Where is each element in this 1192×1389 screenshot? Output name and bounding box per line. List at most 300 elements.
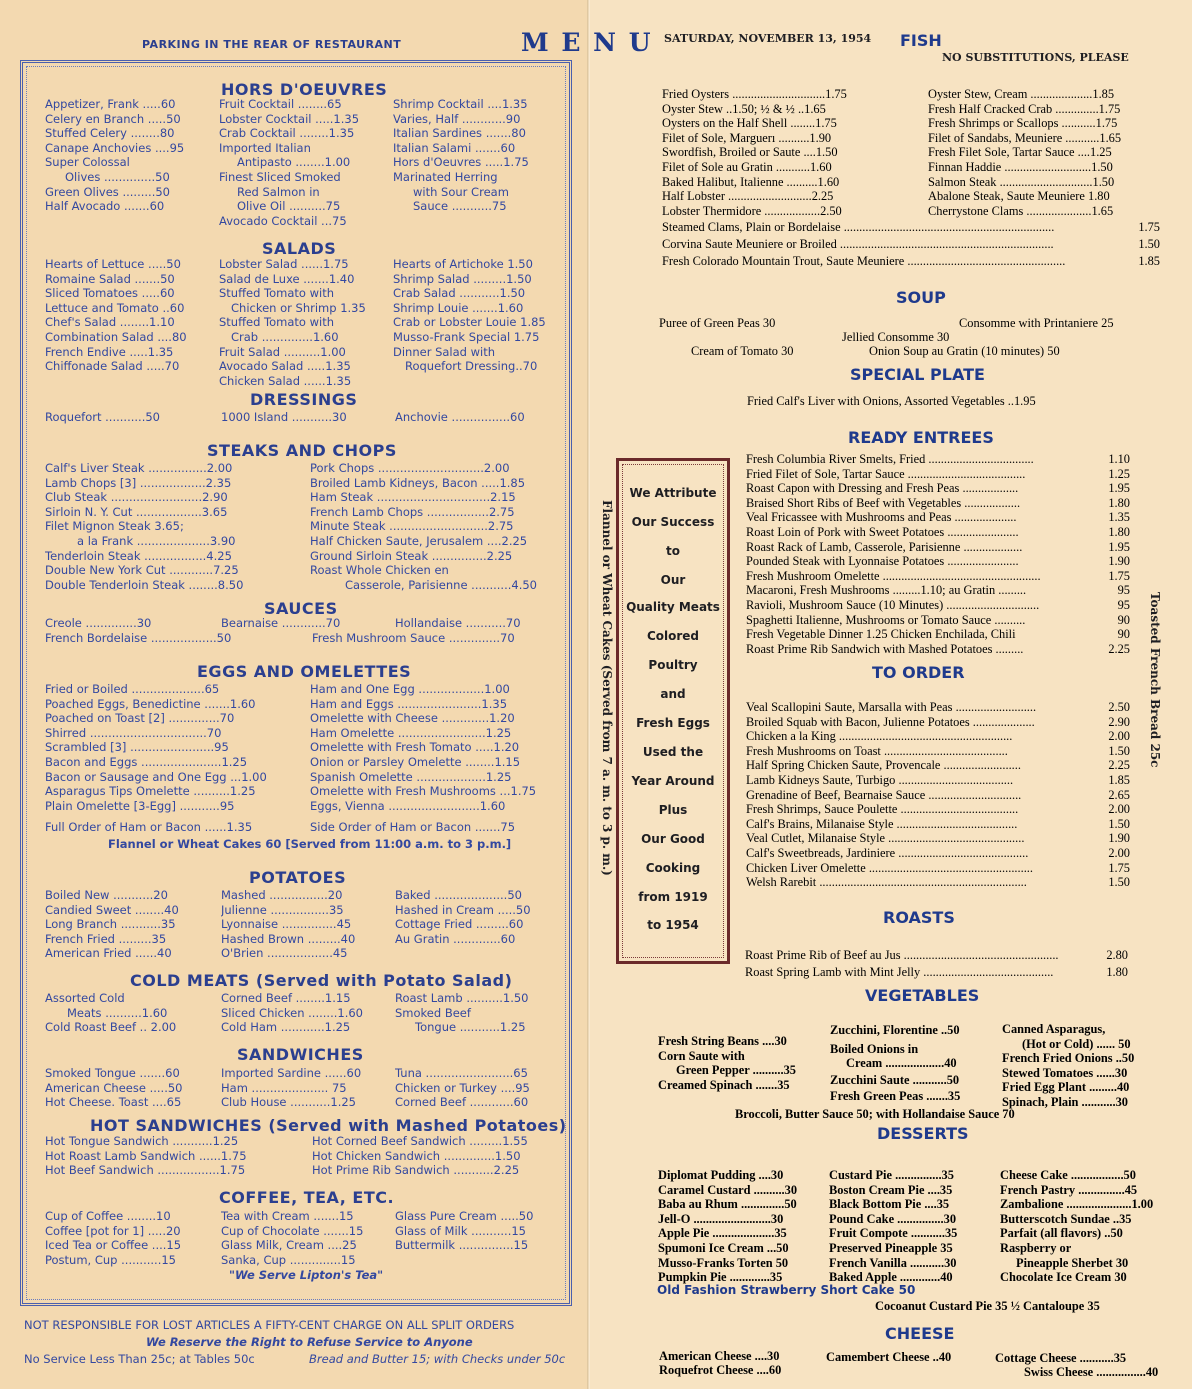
menu-item: Half Chicken Saute, Jerusalem ....2.25 <box>310 533 528 548</box>
eggs-col2 <box>310 682 546 813</box>
menu-item: Filet of Sandabs, Meuniere ...........1.65 <box>928 130 1122 145</box>
menu-item: Fresh String Beans ....30 <box>658 1034 787 1048</box>
menu-item: French Endive .....1.35 <box>45 344 174 359</box>
fish-col2 <box>928 87 1160 218</box>
attribution-line: Poultry <box>648 658 698 672</box>
menu-item: Club House ...........1.25 <box>221 1095 356 1110</box>
menu-item: Canape Anchovies ....95 <box>45 140 185 155</box>
menu-item: Sliced Chicken ........1.60 <box>221 1005 363 1020</box>
attribution-box <box>616 458 730 964</box>
menu-item: Side Order of Ham or Bacon .......75 <box>310 820 516 834</box>
menu-item: Candied Sweet ........40 <box>45 902 179 917</box>
hors-col1 <box>45 97 210 214</box>
menu-item: Sauce ...........75 <box>413 199 507 214</box>
menu-item: Onion or Parsley Omelette ........1.15 <box>310 754 521 769</box>
menu-item: Fresh Mushroom Sauce ..............70 <box>312 631 515 645</box>
menu-item: Buttermilk ...............15 <box>395 1238 529 1253</box>
menu-item: Boston Cream Pie ....35 <box>829 1182 953 1197</box>
menu-item: (Hot or Cold) ...... 50 <box>1022 1036 1131 1051</box>
menu-item: Hot Cheese. Toast ....65 <box>45 1095 182 1110</box>
menu-item: Plain Omelette [3-Egg] ...........95 <box>45 798 235 813</box>
menu-item: Salmon Steak ..............................1.50 <box>928 174 1115 189</box>
menu-item: Lamb Kidneys Saute, Turbigo ..................................... 1.85 <box>746 772 1130 787</box>
section-title-special-plate: SPECIAL PLATE <box>850 365 985 384</box>
menu-item: Ham Steak ...............................2.15 <box>310 490 516 505</box>
menu-item: Ham and Eggs .......................1.35 <box>310 696 508 711</box>
menu-item: Calf's Liver Steak ................2.00 <box>45 461 233 475</box>
menu-item: O'Brien ..................45 <box>221 946 348 961</box>
menu-item: Smoked Tongue .......60 <box>45 1066 180 1080</box>
menu-item: Baked ....................50 <box>395 888 522 902</box>
attribution-line: Quality Meats <box>626 600 720 614</box>
menu-item: Roast Whole Chicken en <box>310 563 449 578</box>
menu-item: Antipasto ........1.00 <box>237 155 351 170</box>
menu-item: Broiled Lamb Kidneys, Bacon .....1.85 <box>310 475 526 490</box>
menu-item: Creamed Spinach .......35 <box>658 1077 790 1092</box>
menu-item: Swiss Cheese ................40 <box>1024 1365 1159 1379</box>
menu-item: Omelette with Fresh Mushrooms ...1.75 <box>310 784 537 799</box>
roasts-list <box>745 948 1128 982</box>
menu-item: Fresh Half Cracked Crab ..............1.75 <box>928 101 1121 116</box>
section-title-salads: SALADS <box>262 239 337 258</box>
menu-item: Crab Cocktail ........1.35 <box>219 126 355 141</box>
salads-col1 <box>45 257 210 374</box>
menu-item: Boiled New ...........20 <box>45 888 168 902</box>
attribution-line: to 1954 <box>647 918 699 932</box>
menu-item: with Sour Cream <box>413 184 509 199</box>
menu-item: Camembert Cheese ..40 <box>826 1350 952 1364</box>
attribution-line: Fresh Eggs <box>636 716 710 730</box>
menu-item: Diplomat Pudding ....30 <box>658 1168 784 1182</box>
menu-item: Mashed ................20 <box>221 888 343 902</box>
menu-item: Avocado Salad .....1.35 <box>219 359 351 374</box>
menu-item: Fried or Boiled ....................65 <box>45 682 220 696</box>
fish-col1 <box>662 87 894 218</box>
no-substitutions-note: NO SUBSTITUTIONS, PLEASE <box>942 51 1129 64</box>
menu-item: Ground Sirloin Steak ...............2.25 <box>310 548 513 563</box>
menu-item: Swordfish, Broiled or Saute ....1.50 <box>662 145 838 160</box>
coffee-col2 <box>221 1209 386 1267</box>
menu-item: Crab ..............1.60 <box>231 329 339 344</box>
menu-item: Zucchini, Florentine ..50 <box>830 1023 960 1037</box>
menu-item: Lobster Thermidore ..................2.50 <box>662 203 842 218</box>
menu-item: Finnan Haddie ............................1.50 <box>928 159 1113 174</box>
menu-item: Baked Apple .............40 <box>829 1270 953 1285</box>
flannel-cakes-note: Flannel or Wheat Cakes 60 [Served from 11:00 a.m. to 3 p.m.] <box>108 837 512 851</box>
menu-item: Super Colossal <box>45 155 130 170</box>
menu-item: Italian Sardines .......80 <box>393 126 526 141</box>
menu-item: Caramel Custard ..........30 <box>658 1182 798 1197</box>
cold-col3 <box>395 991 555 1035</box>
hot-col1 <box>45 1134 285 1178</box>
section-title-dressings: DRESSINGS <box>250 390 358 409</box>
cold-col1 <box>45 991 210 1035</box>
vegetables-col2 <box>830 1023 990 1104</box>
menu-item: American Cheese .....50 <box>45 1080 183 1095</box>
potatoes-col3 <box>395 888 555 946</box>
section-title-hot-sandwiches: HOT SANDWICHES (Served with Mashed Potatoes) <box>90 1116 567 1135</box>
menu-item: Black Bottom Pie ....35 <box>829 1197 950 1212</box>
menu-item: Cottage Fried .........60 <box>395 917 524 932</box>
section-title-ready-entrees: READY ENTREES <box>848 428 994 447</box>
menu-item: Stuffed Tomato with <box>219 286 335 301</box>
menu-item: Creole ..............30 <box>45 616 152 630</box>
menu-item: Raspberry or <box>1000 1240 1072 1255</box>
menu-item: Spumoni Ice Cream ...50 <box>658 1240 789 1255</box>
menu-item: Ham ..................... 75 <box>221 1080 347 1095</box>
menu-item: Oysters on the Half Shell ........1.75 <box>662 116 837 131</box>
menu-item: Fruit Compote ...........35 <box>829 1226 958 1241</box>
menu-item: Jellied Consomme 30 <box>842 330 950 344</box>
menu-item: Dinner Salad with <box>393 344 496 359</box>
steaks-col2 <box>310 461 546 592</box>
menu-item: Sirloin N. Y. Cut ..................3.65 <box>45 504 228 519</box>
menu-item: Onion Soup au Gratin (10 minutes) 50 <box>869 344 1060 358</box>
desserts-col3 <box>1000 1168 1160 1285</box>
menu-item: Spinach, Plain ...........30 <box>1002 1094 1128 1109</box>
menu-item: Fresh Filet Sole, Tartar Sauce ....1.25 <box>928 145 1112 160</box>
menu-item: Bacon or Sausage and One Egg ...1.00 <box>45 769 267 784</box>
menu-item: Iced Tea or Coffee ....15 <box>45 1238 182 1253</box>
menu-item: Cream of Tomato 30 <box>691 344 794 358</box>
menu-item: Half Avocado .......60 <box>45 199 165 214</box>
menu-item: Consomme with Printaniere 25 <box>959 316 1114 330</box>
menu-item: Sanka, Cup ..............15 <box>221 1252 356 1267</box>
menu-item: Fresh Mushrooms on Toast ........................................ 1.50 <box>746 743 1130 758</box>
menu-item: Scrambled [3] .......................95 <box>45 740 229 755</box>
lipton-tea-note: "We Serve Lipton's Tea" <box>229 1268 384 1282</box>
menu-item: Romaine Salad .......50 <box>45 271 175 286</box>
menu-item: Canned Asparagus, <box>1002 1022 1106 1036</box>
attribution-line: We Attribute <box>629 486 717 500</box>
attribution-line: Used the <box>642 745 704 759</box>
menu-item: Macaroni, Fresh Mushrooms .........1.10; au Gratin ......... 95 <box>746 583 1130 598</box>
menu-item: Appetizer, Frank .....60 <box>45 97 176 111</box>
fish-full-rows <box>662 220 1160 271</box>
menu-item: Zambalione .....................1.00 <box>1000 1197 1154 1212</box>
menu-item: Fried Filet of Sole, Tartar Sauce ...................................... 1.25 <box>746 466 1130 481</box>
menu-item: Stuffed Celery ........80 <box>45 126 175 141</box>
menu-item: Cup of Coffee ........10 <box>45 1209 171 1223</box>
menu-item: Fresh Vegetable Dinner 1.25 Chicken Enchilada, Chili 90 <box>746 627 1130 642</box>
menu-item: Preserved Pineapple 35 <box>829 1240 953 1255</box>
menu-item: Glass Milk, Cream ....25 <box>221 1238 357 1253</box>
menu-item: Coffee [pot for 1] .....20 <box>45 1223 181 1238</box>
menu-item: Chicken or Shrimp 1.35 <box>231 300 366 315</box>
menu-date: SATURDAY, NOVEMBER 13, 1954 <box>664 32 872 45</box>
section-title-steaks-chops: STEAKS AND CHOPS <box>207 441 397 460</box>
menu-item: Red Salmon in <box>237 184 320 199</box>
menu-item: Boiled Onions in <box>830 1041 919 1056</box>
menu-item: Cottage Cheese ...........35 <box>995 1351 1127 1365</box>
menu-item: Veal Fricassee with Mushrooms and Peas .................... 1.35 <box>746 510 1130 525</box>
toasted-bread-vertical: Toasted French Bread 25c <box>1148 592 1162 768</box>
section-title-sandwiches: SANDWICHES <box>237 1045 364 1064</box>
menu-item: Cold Ham ............1.25 <box>221 1020 351 1035</box>
footer-notice-3b: Bread and Butter 15; with Checks under 50c <box>309 1352 566 1366</box>
menu-item: Calf's Brains, Milanaise Style ....................................... 1.50 <box>746 816 1130 831</box>
menu-item: Omelette with Cheese .............1.20 <box>310 711 515 726</box>
menu-item: Puree of Green Peas 30 <box>659 316 776 330</box>
menu-item: Double Tenderloin Steak ........8.50 <box>45 577 244 592</box>
menu-item: Corvina Saute Meuniere or Broiled ..................................................................... 1.50 <box>662 237 1160 251</box>
section-title-potatoes: POTATOES <box>249 868 347 887</box>
section-title-sauces: SAUCES <box>264 599 338 618</box>
menu-item: Welsh Rarebit ................................................................... 1.50 <box>746 875 1130 890</box>
section-title-cheese: CHEESE <box>885 1324 955 1343</box>
attribution-line: from 1919 <box>638 890 708 904</box>
section-title-vegetables: VEGETABLES <box>865 986 980 1005</box>
menu-item: Bearnaise ............70 <box>221 616 341 630</box>
menu-item: Shrimp Salad .........1.50 <box>393 271 532 286</box>
menu-item: Tongue ...........1.25 <box>415 1020 526 1035</box>
menu-item: Fresh Mushroom Omelette ................................................... 1.75 <box>746 568 1130 583</box>
menu-item: Chicken Salad ......1.35 <box>219 373 352 388</box>
menu-item: Chef's Salad ........1.10 <box>45 315 175 330</box>
menu-item: Spaghetti Italienne, Mushrooms or Tomato Sauce .......... 90 <box>746 612 1130 627</box>
section-title-fish: FISH <box>900 31 942 50</box>
hors-col3 <box>393 97 553 214</box>
menu-item: Roast Loin of Pork with Sweet Potatoes ....................... 1.80 <box>746 524 1130 539</box>
section-title-soup: SOUP <box>896 288 946 307</box>
menu-item: Ham Omelette ........................1.25 <box>310 725 512 740</box>
desserts-col2 <box>829 1168 989 1285</box>
menu-item: Hot Chicken Sandwich ..............1.50 <box>312 1148 521 1163</box>
menu-item: Postum, Cup ...........15 <box>45 1252 176 1267</box>
menu-item: Pounded Steak with Lyonnaise Potatoes ....................... 1.90 <box>746 554 1130 569</box>
menu-item: Custard Pie ...............35 <box>829 1168 954 1182</box>
menu-item: Veal Scallopini Saute, Marsalla with Peas .......................... 2.50 <box>746 700 1130 714</box>
desserts-col1 <box>658 1168 818 1285</box>
menu-item: Abalone Steak, Saute Meuniere 1.80 <box>928 189 1110 204</box>
menu-item: Filet of Sole au Gratin ...........1.60 <box>662 159 832 174</box>
menu-item: Zucchini Saute ...........50 <box>830 1072 960 1087</box>
menu-item: Shrimp Louie .......1.60 <box>393 300 524 315</box>
menu-item: Parfait (all flavors) ..50 <box>1000 1226 1123 1241</box>
menu-item: French Fried .........35 <box>45 931 167 946</box>
section-title-eggs-omelettes: EGGS AND OMELETTES <box>197 662 412 681</box>
menu-item: Imported Italian <box>219 140 311 155</box>
menu-item: Pineapple Sherbet 30 <box>1016 1255 1129 1270</box>
menu-item: Pork Chops .............................2.00 <box>310 461 510 475</box>
attribution-line: Year Around <box>631 774 715 788</box>
hors-col2 <box>219 97 389 228</box>
menu-item: Filet Mignon Steak 3.65; <box>45 519 184 534</box>
menu-item: Assorted Cold <box>45 991 125 1005</box>
menu-item: Anchovie ................60 <box>395 410 525 424</box>
broccoli-note: Broccoli, Butter Sauce 50; with Hollandaise Sauce 70 <box>735 1107 1015 1121</box>
menu-item: Shrimp Cocktail ....1.35 <box>393 97 528 111</box>
attribution-line: Our Good <box>641 832 705 846</box>
menu-item: Club Steak .........................2.90 <box>45 490 228 505</box>
menu-item: Roast Lamb ..........1.50 <box>395 991 529 1005</box>
menu-item: Baked Halibut, Italienne ..........1.60 <box>662 174 840 189</box>
menu-item: Roquefort ...........50 <box>45 410 160 424</box>
menu-item: Steamed Clams, Plain or Bordelaise .................................................................... 1.75 <box>662 220 1160 234</box>
section-title-desserts: DESSERTS <box>877 1124 969 1143</box>
footer-notice-2: We Reserve the Right to Refuse Service to Anyone <box>146 1335 473 1349</box>
vegetables-col3 <box>1002 1022 1162 1110</box>
menu-item: Glass Pure Cream .....50 <box>395 1209 534 1223</box>
attribution-line: Colored <box>646 629 700 643</box>
menu-item: Au Gratin .............60 <box>395 931 516 946</box>
sandwiches-col2 <box>221 1066 386 1110</box>
menu-item: Butterscotch Sundae ..35 <box>1000 1211 1132 1226</box>
menu-item: Hors d'Oeuvres .....1.75 <box>393 155 529 170</box>
menu-item: Corned Beef ........1.15 <box>221 991 351 1005</box>
menu-item: Roast Capon with Dressing and Fresh Peas .................. 1.95 <box>746 481 1130 496</box>
menu-title: M E N U <box>521 28 653 57</box>
menu-item: Poached on Toast [2] ..............70 <box>45 711 235 726</box>
steaks-col1 <box>45 461 283 592</box>
menu-item: Fried Calf's Liver with Onions, Assorted Vegetables ..1.95 <box>747 394 1036 408</box>
menu-item: Stuffed Tomato with <box>219 315 335 330</box>
menu-item: Chicken a la King ........................................................ 2.00 <box>746 729 1130 744</box>
menu-item: Braised Short Ribs of Beef with Vegetables .................. 1.80 <box>746 495 1130 510</box>
menu-item: Cheese Cake .................50 <box>1000 1168 1136 1182</box>
menu-item: Oyster Stew ..1.50; ½ & ½ ..1.65 <box>662 101 826 116</box>
menu-item: Hot Beef Sandwich .................1.75 <box>45 1163 246 1178</box>
menu-item: Roquefrot Cheese ....60 <box>659 1363 782 1377</box>
menu-item: Roast Prime Rib of Beef au Jus .................................................. 2.80 <box>745 948 1128 962</box>
menu-item: American Cheese ....30 <box>659 1349 780 1363</box>
salads-col3 <box>393 257 553 374</box>
menu-item: Baba au Rhum ..............50 <box>658 1197 797 1212</box>
menu-item: Roast Spring Lamb with Mint Jelly .......................................... 1.80 <box>745 965 1128 979</box>
attribution-line: Plus <box>658 803 688 817</box>
menu-item: Cherrystone Clams .....................1.65 <box>928 203 1114 218</box>
menu-item: Fried Oysters ..............................1.75 <box>662 87 847 101</box>
menu-item: Green Pepper ..........35 <box>676 1063 796 1078</box>
menu-item: Ham and One Egg ..................1.00 <box>310 682 510 696</box>
eggs-col1 <box>45 682 285 813</box>
menu-item: Chiffonade Salad .....70 <box>45 359 180 374</box>
menu-item: Musso-Franks Torten 50 <box>658 1255 789 1270</box>
sandwiches-col3 <box>395 1066 555 1110</box>
vegetables-col1 <box>658 1034 818 1092</box>
menu-item: American Fried ......40 <box>45 946 172 961</box>
menu-item: Hot Corned Beef Sandwich .........1.55 <box>312 1134 528 1148</box>
menu-item: Glass of Milk ...........15 <box>395 1223 527 1238</box>
menu-item: Marinated Herring <box>393 169 498 184</box>
menu-item: Sliced Tomatoes .....60 <box>45 286 175 301</box>
potatoes-col2 <box>221 888 386 961</box>
menu-item: Meats ..........1.60 <box>67 1005 168 1020</box>
menu-item: Broiled Squab with Bacon, Julienne Potatoes .................... 2.90 <box>746 714 1130 729</box>
to-order-list <box>746 700 1130 890</box>
menu-item: Musso-Frank Special 1.75 <box>393 329 540 344</box>
section-title-coffee-tea: COFFEE, TEA, ETC. <box>219 1188 395 1207</box>
menu-item: French Vanilla ...........30 <box>829 1255 957 1270</box>
menu-item: Shirred ................................70 <box>45 725 222 740</box>
menu-item: Combination Salad ....80 <box>45 329 187 344</box>
potatoes-col1 <box>45 888 210 961</box>
menu-item: Hot Prime Rib Sandwich ...........2.25 <box>312 1163 520 1178</box>
cold-col2 <box>221 991 386 1035</box>
menu-item: Apple Pie ....................35 <box>658 1226 787 1241</box>
salads-col2 <box>219 257 389 388</box>
menu-item: Calf's Sweetbreads, Jardiniere .......................................... 2.00 <box>746 845 1130 860</box>
menu-item: Hot Tongue Sandwich ...........1.25 <box>45 1134 239 1148</box>
menu-item: Julienne ................35 <box>221 902 344 917</box>
attribution-line: Our Success <box>631 515 715 529</box>
menu-item: Hashed in Cream .....50 <box>395 902 531 917</box>
menu-item: Full Order of Ham or Bacon ......1.35 <box>45 820 253 834</box>
menu-item: French Lamb Chops .................2.75 <box>310 504 515 519</box>
menu-item: Double New York Cut ............7.25 <box>45 563 239 578</box>
menu-item: Celery en Branch .....50 <box>45 111 181 126</box>
menu-item: French Bordelaise ..................50 <box>45 631 232 645</box>
menu-item: Roast Rack of Lamb, Casserole, Parisienne ................... 1.95 <box>746 539 1130 554</box>
menu-item: Veal Cutlet, Milanaise Style ............................................ 1.90 <box>746 831 1130 846</box>
menu-item: Olive Oil ..........75 <box>237 199 341 214</box>
menu-item: Fried Egg Plant .........40 <box>1002 1080 1130 1095</box>
section-title-roasts: ROASTS <box>883 908 955 927</box>
menu-item: Omelette with Fresh Tomato .....1.20 <box>310 740 520 755</box>
menu-item: Chocolate Ice Cream 30 <box>1000 1270 1127 1285</box>
strawberry-shortcake: Old Fashion Strawberry Short Cake 50 <box>657 1283 916 1297</box>
menu-item: Pound Cake ...............30 <box>829 1211 957 1226</box>
parking-note: PARKING IN THE REAR OF RESTAURANT <box>142 38 402 51</box>
menu-item: Fresh Shrimps or Scallops ...........1.75 <box>928 116 1118 131</box>
ready-entrees-list <box>746 452 1130 656</box>
menu-item: Bacon and Eggs ......................1.25 <box>45 754 248 769</box>
menu-item: Avocado Cocktail ...75 <box>219 213 347 228</box>
menu-item: Filet of Sole, Marguerı ..........1.90 <box>662 130 832 145</box>
menu-item: Fresh Columbia River Smelts, Fried .................................. 1.10 <box>746 452 1130 466</box>
menu-item: Italian Salami .......60 <box>393 140 516 155</box>
menu-item: Smoked Beef <box>395 1005 471 1020</box>
menu-item: Spanish Omelette ...................1.25 <box>310 769 512 784</box>
menu-item: Fresh Shrimps, Sauce Poulette ...................................... 2.00 <box>746 802 1130 817</box>
menu-item: Cream ...................40 <box>846 1056 957 1071</box>
menu-item: Pumpkin Pie .............35 <box>658 1270 783 1285</box>
coconut-cantaloupe: Cocoanut Custard Pie 35 ½ Cantaloupe 35 <box>875 1299 1100 1313</box>
menu-item: Chicken Liver Omelette ..................................................... 1.75 <box>746 860 1130 875</box>
menu-item: Eggs, Vienna .........................1.60 <box>310 798 506 813</box>
menu-item: Corn Saute with <box>658 1048 745 1063</box>
menu-item: Roquefort Dressing..70 <box>405 359 538 374</box>
menu-item: Jell-O .........................30 <box>658 1211 784 1226</box>
menu-item: Lettuce and Tomato ..60 <box>45 300 185 315</box>
coffee-col1 <box>45 1209 210 1267</box>
menu-item: Roast Prime Rib Sandwich with Mashed Potatoes ......... 2.25 <box>746 641 1130 656</box>
attribution-line: Our <box>660 573 686 587</box>
menu-item: Half Lobster ...........................2.25 <box>662 189 834 204</box>
menu-item: Crab Salad ...........1.50 <box>393 286 526 301</box>
menu-item: Casserole, Parisienne ...........4.50 <box>345 577 538 592</box>
menu-item: Cup of Chocolate .......15 <box>221 1223 364 1238</box>
menu-item: Lamb Chops [3] ..................2.35 <box>45 475 232 490</box>
menu-item: Ravioli, Mushroom Sauce (10 Minutes) .............................. 95 <box>746 597 1130 612</box>
attribution-line: to <box>666 544 680 558</box>
menu-item: Oyster Stew, Cream ....................1.85 <box>928 87 1115 101</box>
menu-item: Fruit Salad ..........1.00 <box>219 344 346 359</box>
menu-item: Tea with Cream .......15 <box>221 1209 354 1223</box>
menu-item: Half Spring Chicken Saute, Provencale ......................... 2.25 <box>746 758 1130 773</box>
menu-item: Fresh Colorado Mountain Trout, Saute Meuniere ................................................... 1.85 <box>662 254 1160 268</box>
menu-item: Corned Beef ............60 <box>395 1095 529 1110</box>
menu-item: Olives ..............50 <box>65 169 170 184</box>
coffee-col3 <box>395 1209 555 1253</box>
menu-item: Hearts of Lettuce .....50 <box>45 257 181 271</box>
menu-item: Hot Roast Lamb Sandwich ......1.75 <box>45 1148 247 1163</box>
menu-item: Minute Steak ...........................2.75 <box>310 519 514 534</box>
section-title-to-order: TO ORDER <box>872 663 965 682</box>
menu-item: Tenderloin Steak .................4.25 <box>45 548 232 563</box>
footer-notice-3a: No Service Less Than 25c; at Tables 50c <box>24 1352 255 1366</box>
menu-item: Imported Sardine ......60 <box>221 1066 362 1080</box>
